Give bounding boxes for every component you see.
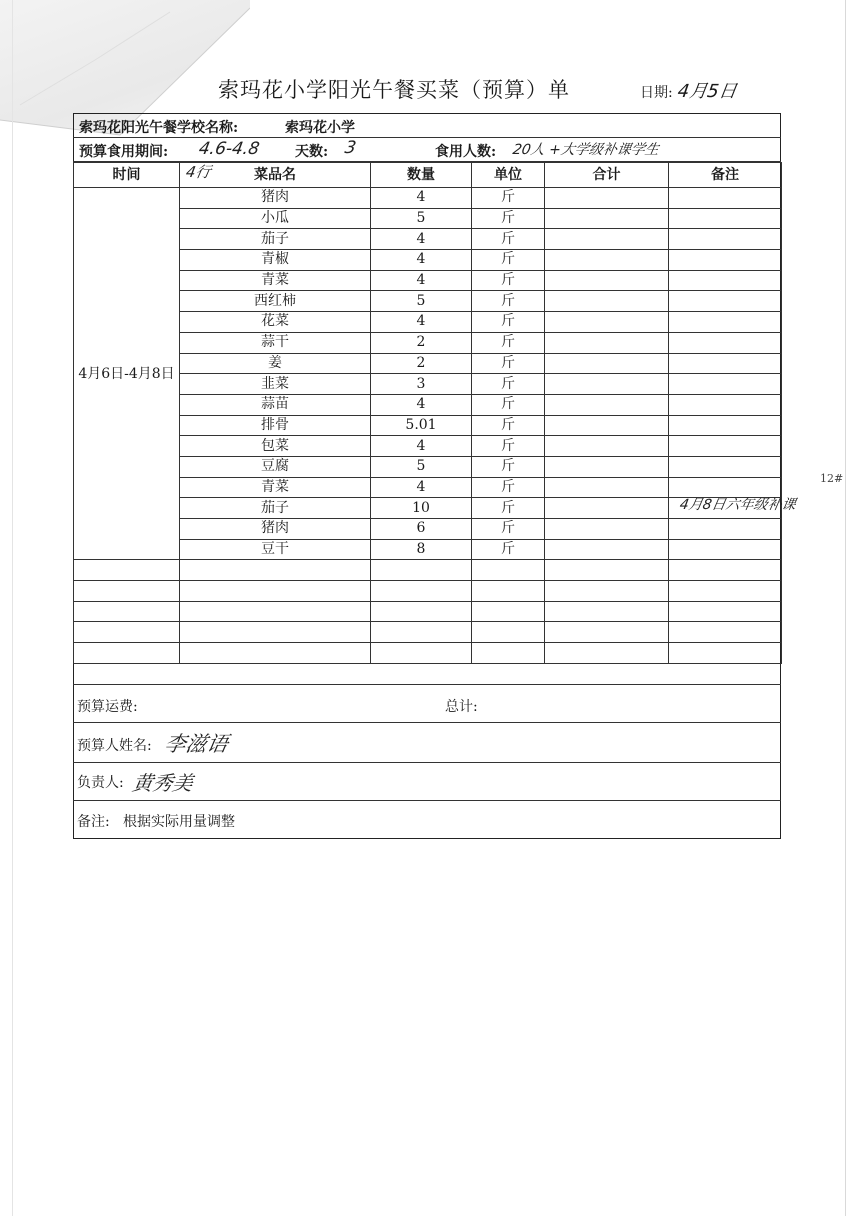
empty-cell — [545, 560, 669, 581]
empty-cell — [180, 560, 371, 581]
purchase-table — [73, 162, 782, 664]
empty-cell — [472, 560, 545, 581]
col-header-remark: 备注 — [669, 163, 782, 188]
empty-cell — [371, 581, 472, 602]
empty-cell — [371, 601, 472, 622]
total-cell — [545, 519, 669, 540]
dish-name-cell: 包菜 — [180, 436, 371, 457]
unit-cell: 斤 — [472, 332, 545, 353]
unit-cell: 斤 — [472, 498, 545, 519]
qty-cell: 5 — [371, 208, 472, 229]
remark-cell — [669, 208, 782, 229]
unit-cell: 斤 — [472, 436, 545, 457]
table-row — [74, 415, 782, 436]
unit-cell: 斤 — [472, 374, 545, 395]
unit-cell: 斤 — [472, 519, 545, 540]
empty-row — [74, 622, 782, 643]
margin-mark: 12# — [820, 472, 844, 485]
total-cell — [545, 250, 669, 271]
table-row — [74, 477, 782, 498]
budgeter-label: 预算人姓名: — [77, 738, 152, 754]
date-value: 4月5日 — [676, 81, 739, 102]
school-name: 索玛花小学 — [285, 120, 355, 136]
unit-cell: 斤 — [472, 415, 545, 436]
empty-row — [74, 560, 782, 581]
remark-cell — [669, 270, 782, 291]
unit-cell: 斤 — [472, 208, 545, 229]
period-row — [73, 138, 781, 162]
qty-cell: 5.01 — [371, 415, 472, 436]
empty-cell — [74, 622, 180, 643]
empty-cell — [74, 643, 180, 664]
table-row — [74, 188, 782, 209]
remark-cell — [669, 353, 782, 374]
remark-cell — [669, 539, 782, 560]
dish-name-cell: 青椒 — [180, 250, 371, 271]
table-row — [74, 456, 782, 477]
total-cell — [545, 208, 669, 229]
qty-cell: 4 — [371, 312, 472, 333]
qty-cell: 4 — [371, 188, 472, 209]
qty-cell: 10 — [371, 498, 472, 519]
col-header-unit: 单位 — [472, 163, 545, 188]
table-row — [74, 519, 782, 540]
empty-cell — [669, 581, 782, 602]
total-cell — [545, 539, 669, 560]
remark-cell — [669, 332, 782, 353]
empty-row — [74, 643, 782, 664]
unit-cell: 斤 — [472, 188, 545, 209]
empty-cell — [669, 643, 782, 664]
empty-cell — [74, 581, 180, 602]
remark-value: 根据实际用量调整 — [123, 814, 235, 830]
empty-cell — [545, 622, 669, 643]
time-cell: 4月6日-4月8日 — [74, 188, 180, 560]
manager-label: 负责人: — [77, 775, 124, 791]
unit-cell: 斤 — [472, 394, 545, 415]
table-body — [74, 188, 782, 664]
unit-cell: 斤 — [472, 353, 545, 374]
date-label: 日期: — [640, 85, 673, 101]
dish-name-cell: 韭菜 — [180, 374, 371, 395]
remark-cell — [669, 188, 782, 209]
remark-cell — [669, 415, 782, 436]
table-row — [74, 353, 782, 374]
table-row — [74, 250, 782, 271]
qty-cell: 4 — [371, 250, 472, 271]
empty-cell — [180, 581, 371, 602]
table-header-row — [74, 163, 782, 188]
remark-cell — [669, 519, 782, 540]
qty-cell: 4 — [371, 394, 472, 415]
manager-signature: 黄秀美 — [130, 771, 195, 795]
empty-cell — [371, 643, 472, 664]
table-row — [74, 208, 782, 229]
dish-name-cell: 猪肉 — [180, 519, 371, 540]
unit-cell: 斤 — [472, 270, 545, 291]
total-cell — [545, 394, 669, 415]
qty-cell: 5 — [371, 456, 472, 477]
table-row — [74, 436, 782, 457]
col-header-time: 时间 — [74, 163, 180, 188]
empty-cell — [180, 622, 371, 643]
unit-cell: 斤 — [472, 291, 545, 312]
empty-cell — [669, 601, 782, 622]
empty-cell — [74, 560, 180, 581]
table-row — [74, 394, 782, 415]
empty-cell — [545, 643, 669, 664]
period-value: 4.6-4.8 — [197, 139, 261, 159]
budgeter-signature: 李滋语 — [162, 732, 230, 756]
remark-cell — [669, 374, 782, 395]
empty-row — [74, 601, 782, 622]
empty-cell — [371, 560, 472, 581]
total-cell — [545, 291, 669, 312]
remark-cell — [669, 250, 782, 271]
total-cell — [545, 188, 669, 209]
people-label: 食用人数: — [435, 144, 497, 160]
total-label: 总计: — [445, 699, 478, 715]
page-title: 索玛花小学阳光午餐买菜（预算）单 — [218, 78, 570, 102]
unit-cell: 斤 — [472, 456, 545, 477]
empty-cell — [472, 643, 545, 664]
period-label: 预算食用期间: — [79, 144, 169, 160]
qty-cell: 4 — [371, 229, 472, 250]
empty-row — [74, 581, 782, 602]
budgeter-row — [73, 722, 781, 762]
empty-cell — [472, 601, 545, 622]
total-cell — [545, 477, 669, 498]
freight-row — [73, 684, 781, 722]
scan-edge-right — [845, 0, 846, 1216]
empty-cell — [180, 643, 371, 664]
qty-cell: 3 — [371, 374, 472, 395]
col-header-dish-note: 4行 — [184, 163, 213, 181]
total-cell — [545, 415, 669, 436]
dish-name-cell: 茄子 — [180, 229, 371, 250]
col-header-dish-label: 菜品名 — [254, 166, 296, 183]
total-cell — [545, 374, 669, 395]
dish-name-cell: 蒜干 — [180, 332, 371, 353]
total-cell — [545, 436, 669, 457]
empty-cell — [472, 622, 545, 643]
days-value: 3 — [343, 138, 358, 158]
table-row — [74, 270, 782, 291]
total-cell — [545, 270, 669, 291]
empty-cell — [669, 622, 782, 643]
total-cell — [545, 312, 669, 333]
col-header-total: 合计 — [545, 163, 669, 188]
qty-cell: 2 — [371, 353, 472, 374]
table-row — [74, 498, 782, 519]
unit-cell: 斤 — [472, 229, 545, 250]
people-value: 20人 +大学级补课学生 — [511, 142, 661, 158]
dish-name-cell: 姜 — [180, 353, 371, 374]
dish-name-cell: 西红柿 — [180, 291, 371, 312]
dish-name-cell: 青菜 — [180, 270, 371, 291]
unit-cell: 斤 — [472, 312, 545, 333]
empty-cell — [545, 601, 669, 622]
dish-name-cell: 蒜苗 — [180, 394, 371, 415]
empty-cell — [472, 581, 545, 602]
total-cell — [545, 229, 669, 250]
remark-cell — [669, 436, 782, 457]
remark-cell — [669, 229, 782, 250]
dish-name-cell: 小瓜 — [180, 208, 371, 229]
remark-cell — [669, 456, 782, 477]
dish-name-cell: 豆腐 — [180, 456, 371, 477]
empty-cell — [545, 581, 669, 602]
dish-name-cell: 猪肉 — [180, 188, 371, 209]
dish-name-cell: 花菜 — [180, 312, 371, 333]
empty-cell — [74, 601, 180, 622]
unit-cell: 斤 — [472, 539, 545, 560]
empty-cell — [180, 601, 371, 622]
total-cell — [545, 353, 669, 374]
remark-cell — [669, 312, 782, 333]
total-cell — [545, 498, 669, 519]
dish-name-cell: 青菜 — [180, 477, 371, 498]
freight-label: 预算运费: — [77, 699, 138, 715]
col-header-qty: 数量 — [371, 163, 472, 188]
days-label: 天数: — [295, 144, 329, 160]
table-row — [74, 291, 782, 312]
remark-handwritten-note: 4月8日六年级补课 — [678, 497, 798, 513]
total-cell — [545, 456, 669, 477]
manager-row — [73, 762, 781, 800]
table-row — [74, 332, 782, 353]
qty-cell: 8 — [371, 539, 472, 560]
dish-name-cell: 排骨 — [180, 415, 371, 436]
qty-cell: 2 — [371, 332, 472, 353]
remark-cell — [669, 394, 782, 415]
remark-cell — [669, 291, 782, 312]
qty-cell: 4 — [371, 270, 472, 291]
dish-name-cell: 茄子 — [180, 498, 371, 519]
qty-cell: 5 — [371, 291, 472, 312]
qty-cell: 4 — [371, 436, 472, 457]
table-row — [74, 229, 782, 250]
unit-cell: 斤 — [472, 250, 545, 271]
remark-label: 备注: — [77, 814, 110, 830]
total-cell — [545, 332, 669, 353]
dish-name-cell: 豆干 — [180, 539, 371, 560]
col-header-dish — [180, 163, 371, 188]
table-row — [74, 539, 782, 560]
unit-cell: 斤 — [472, 477, 545, 498]
qty-cell: 6 — [371, 519, 472, 540]
scan-edge-left — [12, 0, 13, 1216]
table-row — [74, 374, 782, 395]
empty-cell — [669, 560, 782, 581]
school-row — [73, 114, 781, 138]
qty-cell: 4 — [371, 477, 472, 498]
school-label: 索玛花阳光午餐学校名称: — [79, 120, 239, 136]
table-row — [74, 312, 782, 333]
empty-cell — [371, 622, 472, 643]
remark-row — [73, 800, 781, 838]
